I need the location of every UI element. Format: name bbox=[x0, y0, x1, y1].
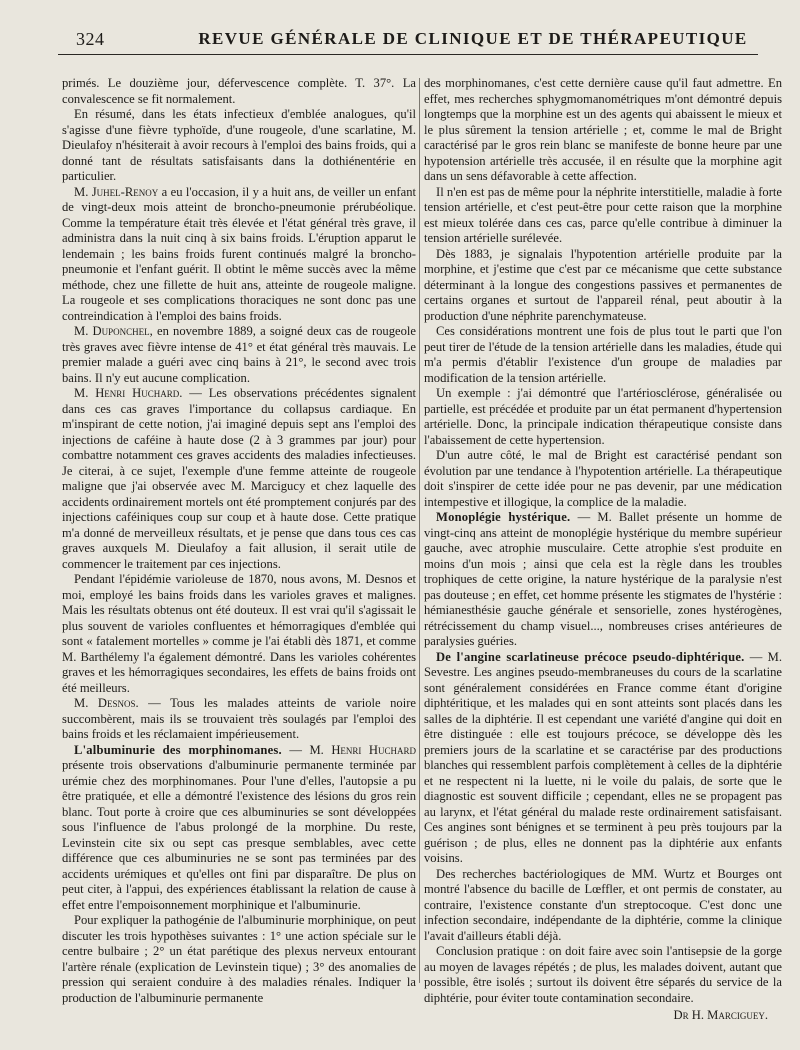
paragraph bbox=[62, 185, 416, 325]
paragraph-text: — M. Ballet présente un homme de vingt-cinq ans atteint de monoplégie hystérique du membre supérieur gauche, avec atrophie musculaire. Cette atrophie s'est produite en moins d'un mois ; ainsi que cela est la règle dans les troubles trophiques de cette origine, la nature hystérique de la paralysie n'est pas douteuse ; en effet, cet homme présente les stigmates de l'hystérie : hémianesthésie gauche générale et sensorielle, zones hystérogènes, rétrécissement du champ visuel..., nombreuses crises antérieures de paralysies guéries. bbox=[424, 510, 782, 648]
paragraph: Dès 1883, je signalais l'hypotention artérielle produite par la morphine, et j'estime que c'est par ce mécanisme que cette substance déterminant à la longue des congestions passives et permanentes de certains organes et surtout de l'appareil rénal, peut aboutir à la production d'une néphrite parenchymateuse. bbox=[424, 246, 782, 323]
paragraph: Un exemple : j'ai démontré que l'artériosclérose, généralisée ou partielle, est précédée et produite par un état permanent d'hypertension artérielle. Donc, la principale indication thérapeutique consiste dans l'abaissement de cette hypertension. bbox=[424, 386, 782, 447]
speaker-name: M. Duponchel bbox=[74, 324, 150, 338]
paragraph bbox=[424, 650, 782, 867]
paragraph: Ces considérations montrent une fois de plus tout le parti que l'on peut tirer de l'étude de la tension artérielle dans les maladies, étude qui m'a permis d'établir l'existence d'un groupe de maladies par modification de la tension artérielle. bbox=[424, 324, 782, 385]
paragraph: Conclusion pratique : on doit faire avec soin l'antisepsie de la gorge au moyen de lavages répétés ; de plus, les malades doivent, autant que possible, être isolés ; surtout ils doivent être séparés du service de la diphtérie, pour éviter toute contamination secondaire. bbox=[424, 944, 782, 1005]
paragraph: D'un autre côté, le mal de Bright est caractérisé pendant son évolution par une tendance à l'hypotention artérielle. La thérapeutique doit s'inspirer de cette idée pour ne pas devenir, par une médication intempestive et illogique, la complice de la maladie. bbox=[424, 448, 782, 509]
paragraph-text: présente trois observations d'albuminurie permanente terminée par urémie chez des morphinomanes. Pour l'une d'elles, l'autopsie a pu être pratiquée, et elle a démontré l'existence des lésions du gros rein blanc. Tout porte à croire que ces albuminuries se sont développées sous l'influence de l'abus prolongé de la morphine. Du reste, Levinstein cite six ou sept cas presque semblables, avec cette différence que ces albuminuries ne se sont pas terminées par des accidents urémiques et qu'elles ont fini par disparaître. De plus on peut citer, à l'appui, des expériences établissant la relation de cause à effet entre l'empoisonnement morphinique et l'albuminurie. bbox=[62, 758, 416, 912]
speaker-name: M. Desnos. bbox=[74, 696, 139, 710]
paragraph bbox=[424, 510, 782, 650]
page-number: 324 bbox=[76, 29, 105, 49]
running-title: REVUE GÉNÉRALE DE CLINIQUE ET DE THÉRAPEUTIQUE bbox=[198, 29, 748, 48]
paragraph: primés. Le douzième jour, défervescence complète. T. 37°. La convalescence se fit normalement. bbox=[62, 76, 416, 106]
paragraph bbox=[62, 743, 416, 914]
paragraph bbox=[62, 386, 416, 572]
paragraph: des morphinomanes, c'est cette dernière cause qu'il faut admettre. En effet, mes recherches sphygmomanométriques m'ont démontré depuis longtemps que la morphine est un des agents qui abaissent le mieux et le plus sûrement la tension artérielle ; et, comme le mal de Bright caractérisé par le gros rein blanc se manifeste de bonne heure par une hypotension artérielle très accusée, il en résulte que la morphine agit dans un sens défavorable à cette affection. bbox=[424, 76, 782, 183]
paragraph: En résumé, dans les états infectieux d'emblée analogues, qu'il s'agisse d'une fièvre typhoïde, d'une rougeole, d'une scarlatine, M. Dieulafoy n'hésiterait à avoir recours à l'emploi des bains froids, qui a donné tant de résultats satisfaisants dans la dothiénentérie en particulier. bbox=[62, 107, 416, 183]
page-header bbox=[58, 26, 758, 55]
paragraph-text: , en novembre 1889, a soigné deux cas de rougeole très graves avec fièvre intense de 41° et état général très mauvais. Le premier malade a guéri avec cinq bains à 21°, le second avec trois bains. Il n'y eut aucune complication. bbox=[62, 324, 417, 385]
paragraph: Des recherches bactériologiques de MM. Wurtz et Bourges ont montré l'absence du bacille de Lœffler, et ont permis de constater, au contraire, l'existence constante d'un streptocoque. C'est donc une infection secondaire, indépendante de la diphtérie, comme la clinique l'avait d'ailleurs établi déjà. bbox=[424, 866, 782, 943]
right-column bbox=[424, 76, 782, 1024]
column-divider bbox=[419, 78, 420, 983]
paragraph-text: — Tous les malades atteints de variole noire succombèrent, mais ils se trouvaient très soulagés par l'emploi des bains froids et les réclamaient impérieusement. bbox=[62, 696, 416, 741]
author-signature: Dr H. Marciguey. bbox=[673, 1008, 768, 1022]
paragraph-text: — M. Sevestre. Les angines pseudo-membraneuses du cours de la scarlatine sont généralement considérées en France comme étant d'origine diphtéritique, et les malades qui en sont atteints sont placés dans les salles de la diphtérie. Il est cependant une variété d'angine qui doit en être distinguée : elle est toujours précoce, se développe dès les premiers jours de la scarlatine et se caractérise par des productions blanches qui ressemblent parfois complètement à celles de la diphtérie et ne respectent ni la luette, ni le voile du palais, de sorte que le diagnostic est souvent difficile ; cependant, elles ne se propagent pas au larynx, et l'état général du malade reste ordinairement satisfaisant. Ces angines sont bénignes et se terminent à peu près toujours par la guérison ; de plus, elles ne donnent pas la diphtérie aux enfants voisins. bbox=[424, 649, 782, 865]
paragraph: Pour expliquer la pathogénie de l'albuminurie morphinique, on peut discuter les trois hypothèses suivantes : 1° une action spéciale sur le centre bulbaire ; 2° un état parétique des plexus nerveux entourant l'artère rénale (explication de Levinstein tique) ; 3° des anomalies de pression qui seraient conduire à des maladies rénales. Indiquer la production de l'albuminurie permanente bbox=[62, 913, 416, 1005]
speaker-name: M. Henri Huchard. bbox=[74, 386, 183, 400]
section-title: De l'angine scarlatineuse précoce pseudo-diphtérique. bbox=[436, 649, 745, 664]
paragraph bbox=[62, 324, 416, 386]
section-title: L'albuminurie des morphinomanes. bbox=[74, 742, 282, 757]
section-title: Monoplégie hystérique. bbox=[436, 510, 571, 524]
speaker-name: — M. Henri Huchard bbox=[281, 742, 417, 757]
paragraph: Il n'en est pas de même pour la néphrite interstitielle, maladie à forte tension artérielle, et c'est peut-être pour cette raison que la morphine est mieux tolérée dans ces cas, parce qu'elle contribue à diminuer la tension artérielle surélevée. bbox=[424, 184, 782, 245]
paragraph bbox=[62, 696, 416, 743]
paragraph-text: — Les observations précédentes signalent dans ces cas graves l'importance du collapsus cardiaque. En m'inspirant de cette notion, j'ai imaginé depuis sept ans l'emploi des injections de caféine à haute dose (2 à 3 grammes par jour) pour combattre notamment ces graves accidents des maladies infectieuses. Je citerai, à ce sujet, l'exemple d'une femme atteinte de rougeole maligne que j'ai observée avec M. Marcigucy et chez laquelle des accidents ordinairement mortels ont été promptement conjurés par des injections caféiniques coup sur coup et à haute dose. Cette pratique m'a donné de merveilleux résultats, et je pense que dans tous ces cas graves auxquels M. Dieulafoy a fait allusion, il serait utile de commencer le traitement par ces injections. bbox=[62, 386, 417, 571]
left-column bbox=[62, 76, 416, 1006]
speaker-name: M. Juhel-Renoy bbox=[74, 184, 159, 199]
paragraph-text: a eu l'occasion, il y a huit ans, de veiller un enfant de vingt-deux mois atteint de broncho-pneumonie prérubéolique. Comme la température était très élevée et l'état général très grave, il administra dans la nuit cinq à six bains froids. L'éruption apparut le lendemain ; les bains froids furent continués malgré la broncho-pneumonie et l'enfant guérit. Il obtint le même succès avec la même méthode, chez une fillette de huit ans, atteinte de rougeole maligne. La rougeole et ses complications thoraciques ne sont donc pas une contreindication à l'emploi des bains froids. bbox=[62, 184, 416, 323]
paragraph: Pendant l'épidémie varioleuse de 1870, nous avons, M. Desnos et moi, employé les bains froids dans les varioles graves et malignes. Mais les résultats obtenus ont été douteux. Il est vrai qu'il s'agissait le plus souvent de varioles confluentes et hémorragiques d'emblée qui sont « fatalement mortelles » comme je l'ai établi dès 1871, et comme M. Barthélemy l'a également démontré. Dans les varioles cohérentes graves et les hémorragiques secondaires, les effets de bains froids ont été meilleurs. bbox=[62, 572, 416, 695]
